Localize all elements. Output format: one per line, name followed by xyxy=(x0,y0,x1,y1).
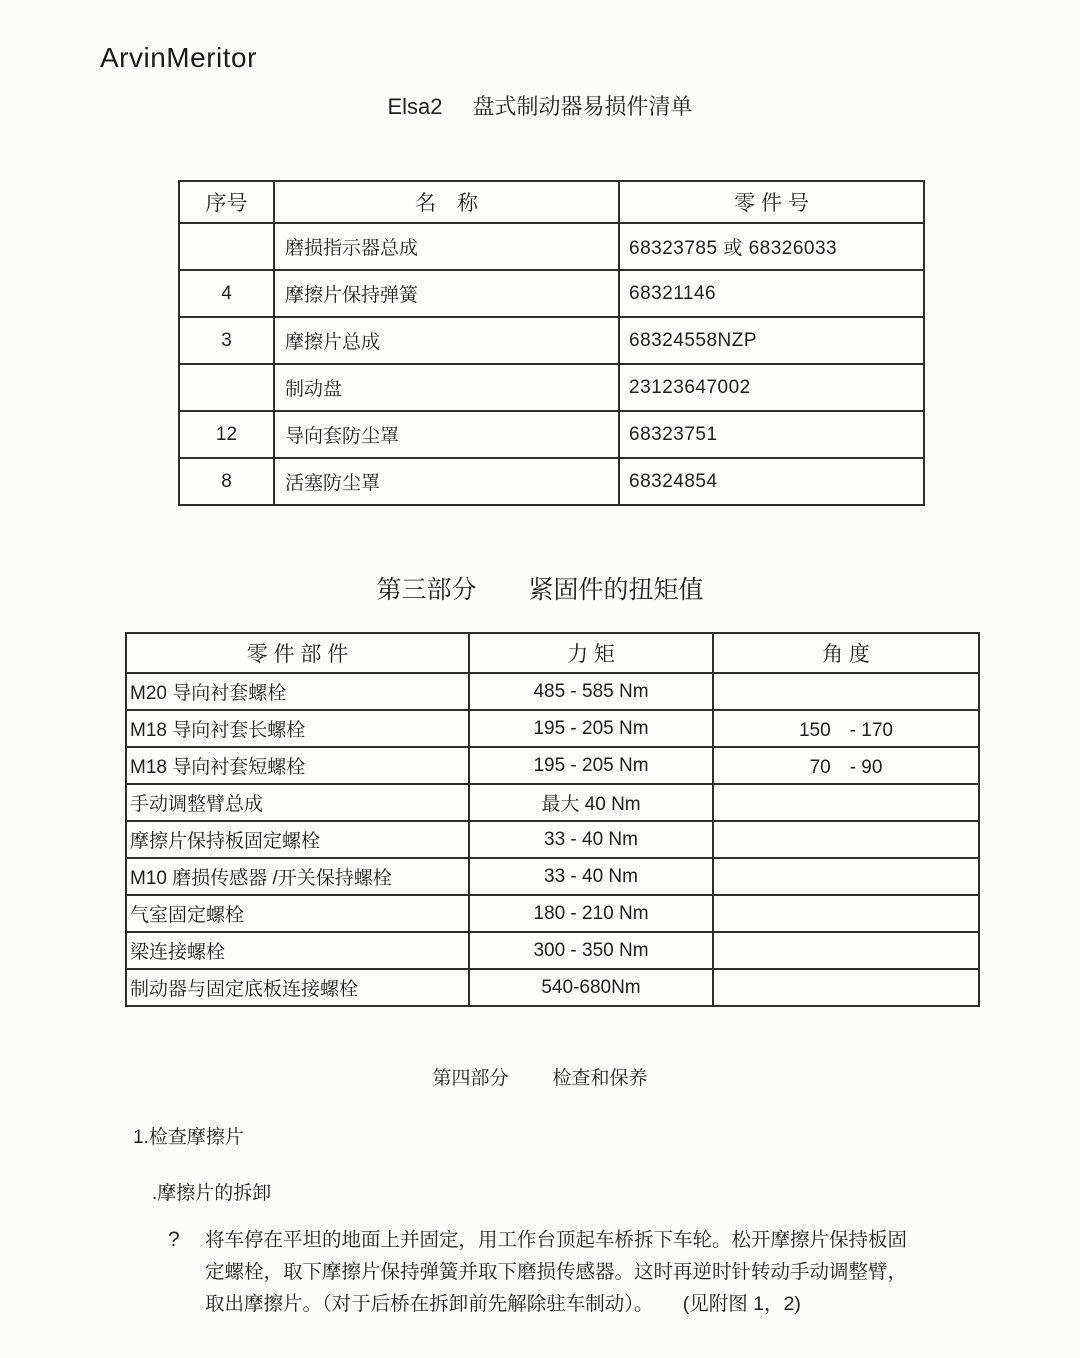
torque-cell-torque: 33 - 40 Nm xyxy=(469,821,713,858)
section3-label: 第三部分 xyxy=(376,576,477,604)
table-row xyxy=(126,932,979,969)
document-title xyxy=(0,90,1080,121)
section3-title: 紧固件的扭矩值 xyxy=(528,576,704,604)
parts-cell-no: 3 xyxy=(179,317,274,364)
parts-cell-partno: 68321146 xyxy=(619,270,924,317)
section4-label: 第四部分 xyxy=(432,1068,509,1089)
parts-header-name: 名 称 xyxy=(274,181,619,223)
torque-header-part: 零 件 部 件 xyxy=(126,633,469,673)
torque-cell-torque: 300 - 350 Nm xyxy=(469,932,713,969)
table-row xyxy=(126,895,979,932)
torque-cell-torque: 540-680Nm xyxy=(469,969,713,1006)
document-title-prefix: Elsa2 xyxy=(387,94,443,119)
torque-cell-torque: 195 - 205 Nm xyxy=(469,747,713,784)
torque-cell-part: 制动器与固定底板连接螺栓 xyxy=(126,969,469,1006)
torque-cell-part: 摩擦片保持板固定螺栓 xyxy=(126,821,469,858)
table-row xyxy=(179,317,924,364)
torque-cell-angle: 150 - 170 xyxy=(713,710,979,747)
section4-title: 检查和保养 xyxy=(552,1068,648,1089)
pad-removal-heading: .摩擦片的拆卸 xyxy=(152,1183,272,1204)
torque-cell-angle xyxy=(713,784,979,821)
parts-cell-name: 磨损指示器总成 xyxy=(274,223,619,270)
torque-cell-part: M18 导向衬套长螺栓 xyxy=(126,710,469,747)
parts-cell-name: 摩擦片保持弹簧 xyxy=(274,270,619,317)
table-row xyxy=(126,858,979,895)
procedure-line: 取出摩擦片。（对于后桥在拆卸前先解除驻车制动）。 (见附图 1，2) xyxy=(205,1293,801,1315)
parts-cell-no: 12 xyxy=(179,411,274,458)
torque-header-torque: 力 矩 xyxy=(469,633,713,673)
torque-cell-angle xyxy=(713,932,979,969)
table-header-row xyxy=(126,633,979,673)
torque-cell-part: M18 导向衬套短螺栓 xyxy=(126,747,469,784)
torque-table xyxy=(125,632,980,1007)
inspection-heading: 1.检查摩擦片 xyxy=(133,1127,244,1148)
torque-cell-torque: 180 - 210 Nm xyxy=(469,895,713,932)
parts-cell-partno: 68324558NZP xyxy=(619,317,924,364)
torque-cell-torque: 33 - 40 Nm xyxy=(469,858,713,895)
procedure-line: 将车停在平坦的地面上并固定，用工作台顶起车桥拆下车轮。松开摩擦片保持板固 xyxy=(205,1229,908,1251)
table-row xyxy=(126,821,979,858)
table-row xyxy=(179,223,924,270)
table-row xyxy=(126,747,979,784)
parts-cell-partno: 68323751 xyxy=(619,411,924,458)
table-row xyxy=(179,411,924,458)
parts-cell-partno: 23123647002 xyxy=(619,364,924,411)
torque-cell-part: M10 磨损传感器 /开关保持螺栓 xyxy=(126,858,469,895)
parts-header-partno: 零 件 号 xyxy=(619,181,924,223)
torque-cell-angle xyxy=(713,895,979,932)
parts-cell-no xyxy=(179,223,274,270)
parts-cell-no xyxy=(179,364,274,411)
table-row xyxy=(126,969,979,1006)
table-row xyxy=(126,784,979,821)
document-title-text: 盘式制动器易损件清单 xyxy=(472,94,693,119)
section4-heading xyxy=(0,1063,1080,1090)
parts-cell-no: 4 xyxy=(179,270,274,317)
parts-header-no: 序号 xyxy=(179,181,274,223)
table-header-row xyxy=(179,181,924,223)
wear-parts-table xyxy=(178,180,925,506)
torque-cell-part: 梁连接螺栓 xyxy=(126,932,469,969)
parts-cell-name: 活塞防尘罩 xyxy=(274,458,619,505)
procedure-text xyxy=(205,1224,907,1320)
bullet-marker: ? xyxy=(168,1228,180,1251)
parts-cell-name: 导向套防尘罩 xyxy=(274,411,619,458)
torque-cell-part: 气室固定螺栓 xyxy=(126,895,469,932)
torque-cell-part: M20 导向衬套螺栓 xyxy=(126,673,469,710)
procedure-paragraph xyxy=(168,1224,907,1320)
torque-cell-torque: 最大 40 Nm xyxy=(469,784,713,821)
parts-cell-no: 8 xyxy=(179,458,274,505)
table-row xyxy=(179,270,924,317)
torque-cell-torque: 195 - 205 Nm xyxy=(469,710,713,747)
torque-header-angle: 角 度 xyxy=(713,633,979,673)
torque-cell-angle: 70 - 90 xyxy=(713,747,979,784)
table-row xyxy=(179,364,924,411)
table-row xyxy=(126,710,979,747)
parts-cell-name: 摩擦片总成 xyxy=(274,317,619,364)
parts-cell-partno: 68324854 xyxy=(619,458,924,505)
torque-cell-angle xyxy=(713,969,979,1006)
torque-cell-angle xyxy=(713,821,979,858)
parts-cell-partno: 68323785 或 68326033 xyxy=(619,223,924,270)
table-row xyxy=(126,673,979,710)
company-logo: ArvinMeritor xyxy=(100,42,257,73)
section3-heading xyxy=(0,570,1080,606)
parts-cell-name: 制动盘 xyxy=(274,364,619,411)
torque-cell-angle xyxy=(713,858,979,895)
torque-cell-part: 手动调整臂总成 xyxy=(126,784,469,821)
torque-cell-torque: 485 - 585 Nm xyxy=(469,673,713,710)
torque-cell-angle xyxy=(713,673,979,710)
procedure-line: 定螺栓，取下摩擦片保持弹簧并取下磨损传感器。这时再逆时针转动手动调整臂， xyxy=(205,1261,908,1283)
table-row xyxy=(179,458,924,505)
